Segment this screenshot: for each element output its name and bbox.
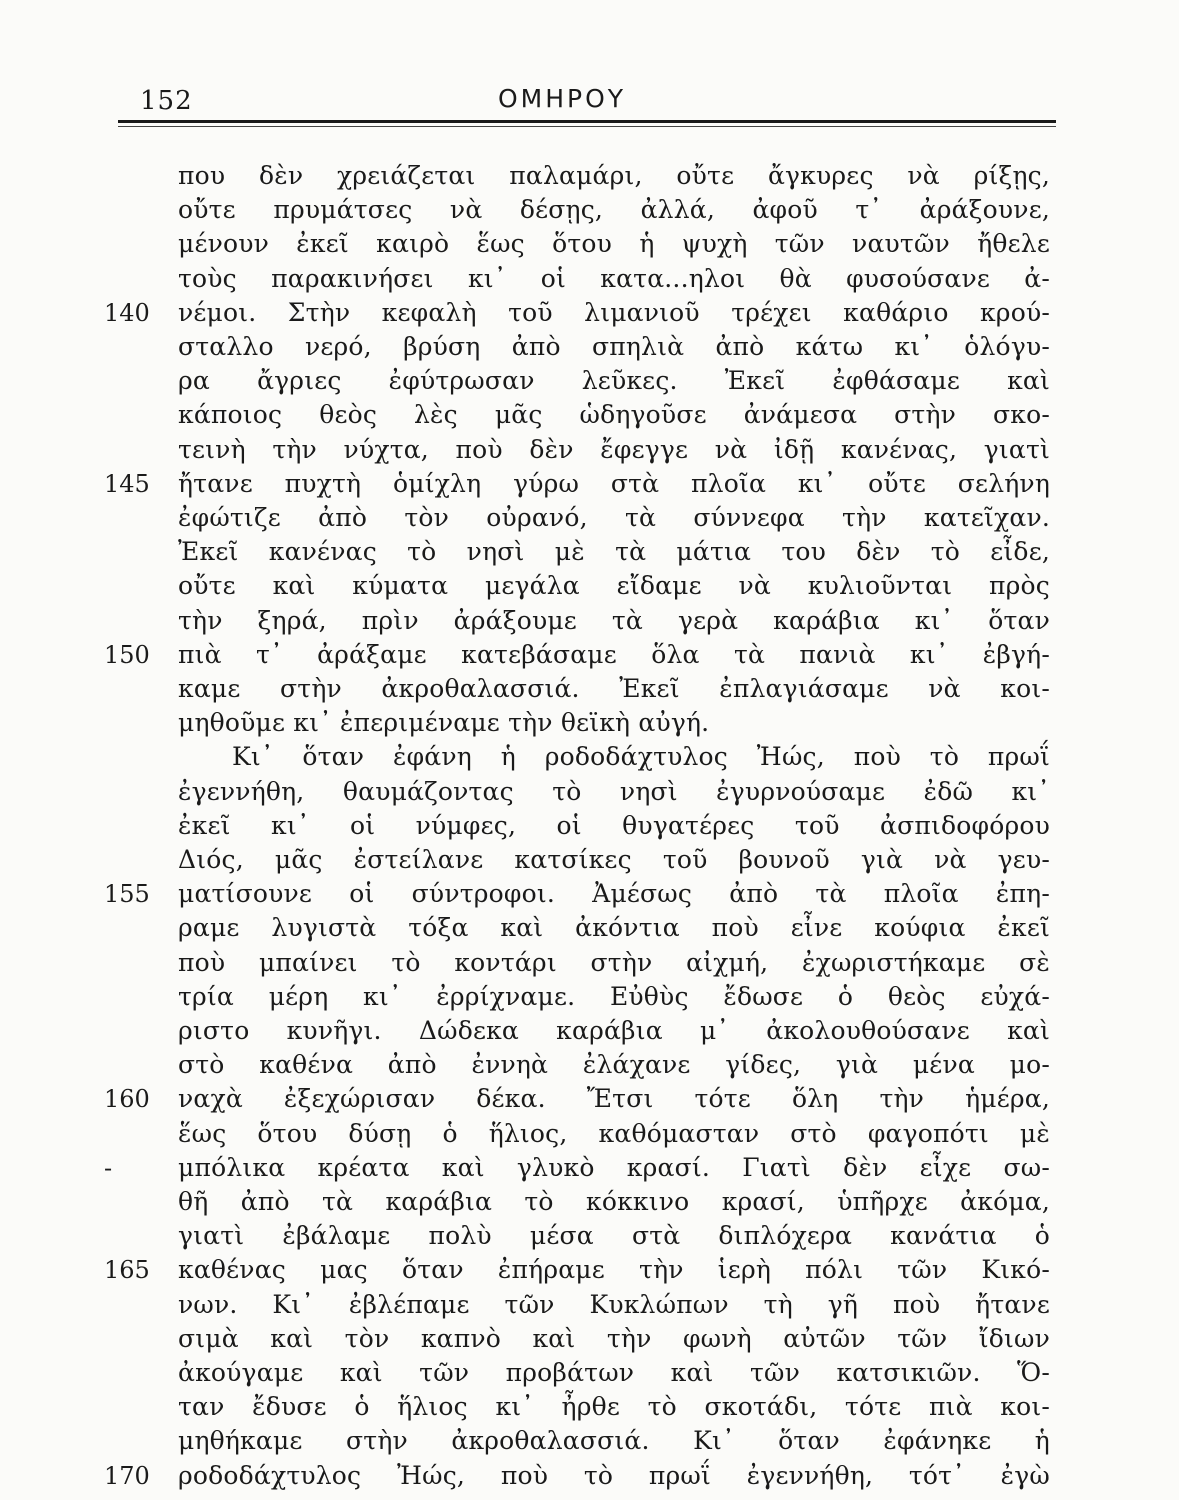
text-line: μηθοῦμε κι᾽ ἐπεριμέναμε τὴν θεϊκὴ αὐγή. [178,708,710,737]
page-header [118,78,1056,122]
text-line: θῆ ἀπὸ τὰ καράβια τὸ κόκκινο κρασί, ὑπῆρχε ἀκόμα, [178,1187,1050,1216]
text-line: ριστο κυνῆγι. Δώδεκα καράβια μ᾽ ἀκολουθούσανε καὶ [178,1016,1050,1045]
text-line: κάποιος θεὸς λὲς μᾶς ὡδηγοῦσε ἀνάμεσα στὴν σκο- [178,400,1050,429]
text-line: μηθήκαμε στὴν ἀκροθαλασσιά. Κι᾽ ὅταν ἐφάνηκε ἡ [178,1426,1050,1455]
header-rule-thin [118,126,1056,127]
line-number: 140 [104,299,150,327]
text-line: καμε στὴν ἀκροθαλασσιά. Ἐκεῖ ἐπλαγιάσαμε νὰ κοι- [178,674,1050,703]
text-line: ματίσουνε οἱ σύντροφοι. Ἀμέσως ἀπὸ τὰ πλοῖα ἐπη- [178,879,1050,908]
line-number: 165 [104,1256,150,1284]
running-head: ΟΜΗΡΟΥ [498,84,627,113]
text-line: σιμὰ καὶ τὸν καπνὸ καὶ τὴν φωνὴ αὐτῶν τῶν ἴδιων [178,1324,1050,1353]
line-number: 155 [104,880,150,908]
header-rule [118,120,1056,123]
text-line: τεινὴ τὴν νύχτα, ποὺ δὲν ἔφεγγε νὰ ἰδῇ κανένας, γιατὶ [178,435,1050,464]
text-line: στὸ καθένα ἀπὸ ἐννηὰ ἐλάχανε γίδες, γιὰ μένα μο- [178,1050,1050,1079]
text-line: Κι᾽ ὅταν ἐφάνη ἡ ροδοδάχτυλος Ἠώς, ποὺ τὸ πρωΐ [232,742,1050,771]
text-line: ροδοδάχτυλος Ἠώς, ποὺ τὸ πρωΐ ἐγεννήθη, τότ᾽ ἐγὼ [178,1461,1050,1490]
text-line: ναχὰ ἐξεχώρισαν δέκα. Ἔτσι τότε ὅλη τὴν ἡμέρα, [178,1084,1050,1113]
text-line: Διός, μᾶς ἐστείλανε κατσίκες τοῦ βουνοῦ γιὰ νὰ γευ- [178,845,1050,874]
text-line: καθένας μας ὅταν ἐπήραμε τὴν ἱερὴ πόλι τῶν Κικό- [178,1255,1050,1284]
text-line: μπόλικα κρέατα καὶ γλυκὸ κρασί. Γιατὶ δὲν εἶχε σω- [178,1153,1050,1182]
text-line: ταν ἔδυσε ὁ ἥλιος κι᾽ ἦρθε τὸ σκοτάδι, τότε πιὰ κοι- [178,1392,1050,1421]
text-line: ἐφώτιζε ἀπὸ τὸν οὐρανό, τὰ σύννεφα τὴν κατεῖχαν. [178,503,1050,532]
text-line: ρα ἄγριες ἐφύτρωσαν λεῦκες. Ἐκεῖ ἐφθάσαμε καὶ [178,366,1050,395]
text-line: ἤτανε πυχτὴ ὁμίχλη γύρω στὰ πλοῖα κι᾽ οὔτε σελήνη [178,469,1050,498]
text-line: οὔτε καὶ κύματα μεγάλα εἴδαμε νὰ κυλιοῦνται πρὸς [178,571,1050,600]
line-number: 160 [104,1085,150,1113]
text-line: νέμοι. Στὴν κεφαλὴ τοῦ λιμανιοῦ τρέχει καθάριο κρού- [178,298,1050,327]
text-line: οὔτε πρυμάτσες νὰ δέσῃς, ἀλλά, ἀφοῦ τ᾽ ἀράξουνε, [178,195,1050,224]
text-line: Ἐκεῖ κανένας τὸ νησὶ μὲ τὰ μάτια του δὲν τὸ εἶδε, [178,537,1050,566]
text-line: τρία μέρη κι᾽ ἐρρίχναμε. Εὐθὺς ἔδωσε ὁ θεὸς εὐχά- [178,982,1050,1011]
line-number: 170 [104,1462,150,1490]
page-number: 152 [140,86,193,116]
text-line: ἀκούγαμε καὶ τῶν προβάτων καὶ τῶν κατσικιῶν. Ὅ- [178,1358,1050,1387]
text-line: ποὺ μπαίνει τὸ κοντάρι στὴν αἰχμή, ἐχωριστήκαμε σὲ [178,948,1050,977]
text-line: ἐγεννήθη, θαυμάζοντας τὸ νησὶ ἐγυρνούσαμε ἐδῶ κι᾽ [178,777,1050,806]
text-line: τοὺς παρακινήσει κι᾽ οἱ κατα...ηλοι θὰ φυσούσανε ἀ- [178,264,1050,293]
text-line: που δὲν χρειάζεται παλαμάρι, οὔτε ἄγκυρες νὰ ρίξῃς, [178,161,1050,190]
line-number: 145 [104,470,150,498]
line-number: 150 [104,641,150,669]
text-line: σταλλο νερό, βρύση ἀπὸ σπηλιὰ ἀπὸ κάτω κι᾽ ὁλόγυ- [178,332,1050,361]
text-line: ἐκεῖ κι᾽ οἱ νύμφες, οἱ θυγατέρες τοῦ ἀσπιδοφόρου [178,811,1050,840]
text-line: πιὰ τ᾽ ἀράξαμε κατεβάσαμε ὅλα τὰ πανιὰ κι᾽ ἐβγή- [178,640,1050,669]
line-number: - [104,1154,113,1182]
text-line: μένουν ἐκεῖ καιρὸ ἕως ὅτου ἡ ψυχὴ τῶν ναυτῶν ἤθελε [178,229,1050,258]
text-line: νων. Κι᾽ ἐβλέπαμε τῶν Κυκλώπων τὴ γῆ ποὺ ἤτανε [178,1290,1050,1319]
text-line: ἕως ὅτου δύσῃ ὁ ἥλιος, καθόμασταν στὸ φαγοπότι μὲ [178,1119,1050,1148]
text-line: τὴν ξηρά, πρὶν ἀράξουμε τὰ γερὰ καράβια κι᾽ ὅταν [178,606,1050,635]
text-line: ραμε λυγιστὰ τόξα καὶ ἀκόντια ποὺ εἶνε κούφια ἐκεῖ [178,913,1050,942]
text-line: γιατὶ ἐβάλαμε πολὺ μέσα στὰ διπλόχερα κανάτια ὁ [178,1221,1050,1250]
